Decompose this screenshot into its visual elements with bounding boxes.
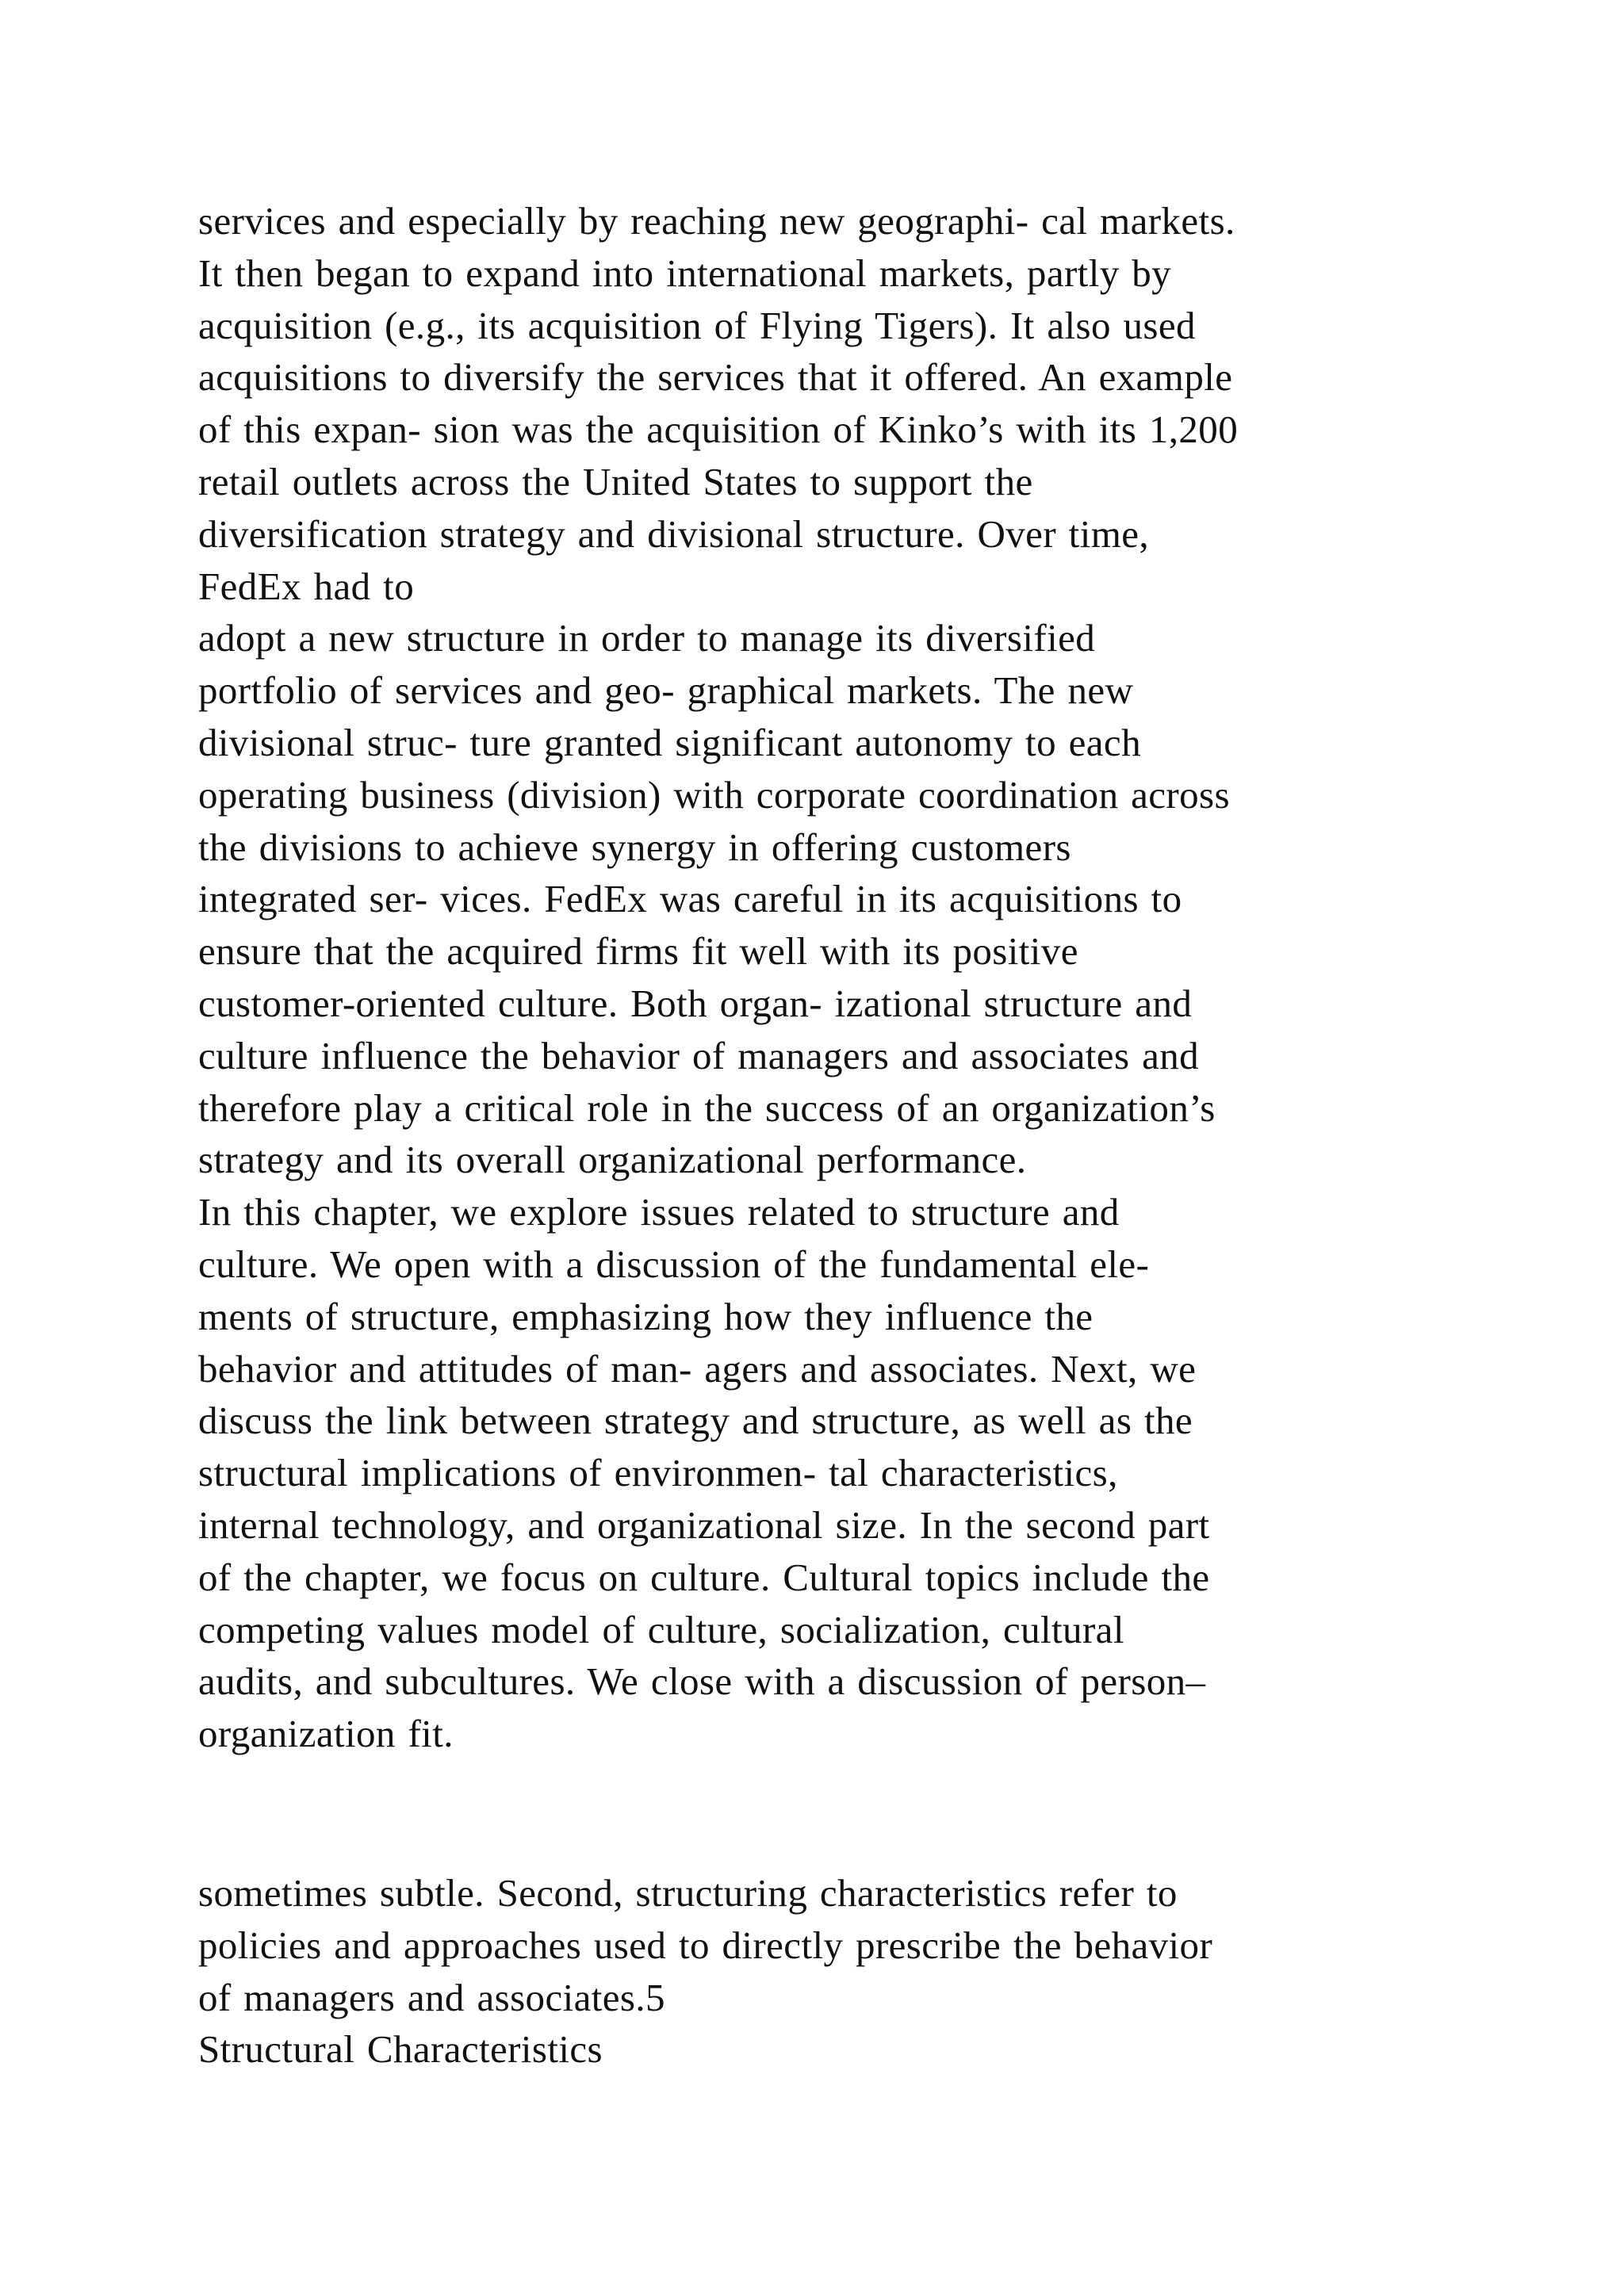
text-line: behavior and attitudes of man- agers and associates. Next, we — [198, 1346, 1197, 1391]
text-line: internal technology, and organizational size. In the second part — [198, 1502, 1210, 1547]
text-line: culture. We open with a discussion of the fundamental ele- — [198, 1242, 1150, 1286]
text-line: structural implications of environmen- tal characteristics, — [198, 1451, 1118, 1495]
text-line: integrated ser- vices. FedEx was careful in its acquisitions to — [198, 877, 1182, 921]
text-line: retail outlets across the United States to support the — [198, 459, 1033, 503]
text-line: acquisitions to diversify the services that it offered. An example — [198, 355, 1233, 400]
text-line: ments of structure, emphasizing how they influence the — [198, 1294, 1094, 1338]
text-line: of the chapter, we focus on culture. Cultural topics include the — [198, 1555, 1210, 1599]
text-line: culture influence the behavior of managers and associates and — [198, 1033, 1200, 1077]
text-line: divisional struc- ture granted significant autonomy to each — [198, 720, 1141, 764]
text-line: strategy and its overall organizational performance. — [198, 1138, 1027, 1182]
text-line: acquisition (e.g., its acquisition of Flying Tigers). It also used — [198, 303, 1196, 347]
text-line: It then began to expand into international markets, partly by — [198, 251, 1172, 295]
text-line: adopt a new structure in order to manage its diversified — [198, 616, 1096, 660]
text-line: sometimes subtle. Second, structuring characteristics refer to — [198, 1871, 1178, 1915]
text-line: the divisions to achieve synergy in offering customers — [198, 825, 1071, 869]
body-text-block-2 — [198, 1867, 1499, 2076]
text-line: services and especially by reaching new geographi- cal markets. — [198, 199, 1235, 243]
text-line: audits, and subcultures. We close with a discussion of person– — [198, 1659, 1206, 1704]
text-line: of this expan- sion was the acquisition of Kinko’s with its 1,200 — [198, 408, 1239, 452]
text-line: policies and approaches used to directly prescribe the behavior — [198, 1923, 1213, 1967]
text-line: operating business (division) with corporate coordination across — [198, 772, 1230, 817]
text-line: therefore play a critical role in the success of an organization’s — [198, 1085, 1216, 1130]
text-line: organization fit. — [198, 1712, 454, 1756]
text-line: of managers and associates.5 — [198, 1975, 665, 2019]
text-line: FedEx had to — [198, 564, 415, 608]
text-line: In this chapter, we explore issues related to structure and — [198, 1190, 1120, 1234]
text-line: portfolio of services and geo- graphical markets. The new — [198, 668, 1134, 713]
text-line: customer-oriented culture. Both organ- izational structure and — [198, 981, 1193, 1025]
section-heading: Structural Characteristics — [198, 2027, 603, 2072]
text-line: ensure that the acquired firms fit well with its positive — [198, 929, 1078, 974]
text-line: competing values model of culture, socialization, cultural — [198, 1607, 1124, 1651]
text-line: discuss the link between strategy and structure, as well as the — [198, 1399, 1193, 1443]
text-line: diversification strategy and divisional structure. Over time, — [198, 511, 1150, 556]
body-text-block-1 — [198, 195, 1499, 1760]
